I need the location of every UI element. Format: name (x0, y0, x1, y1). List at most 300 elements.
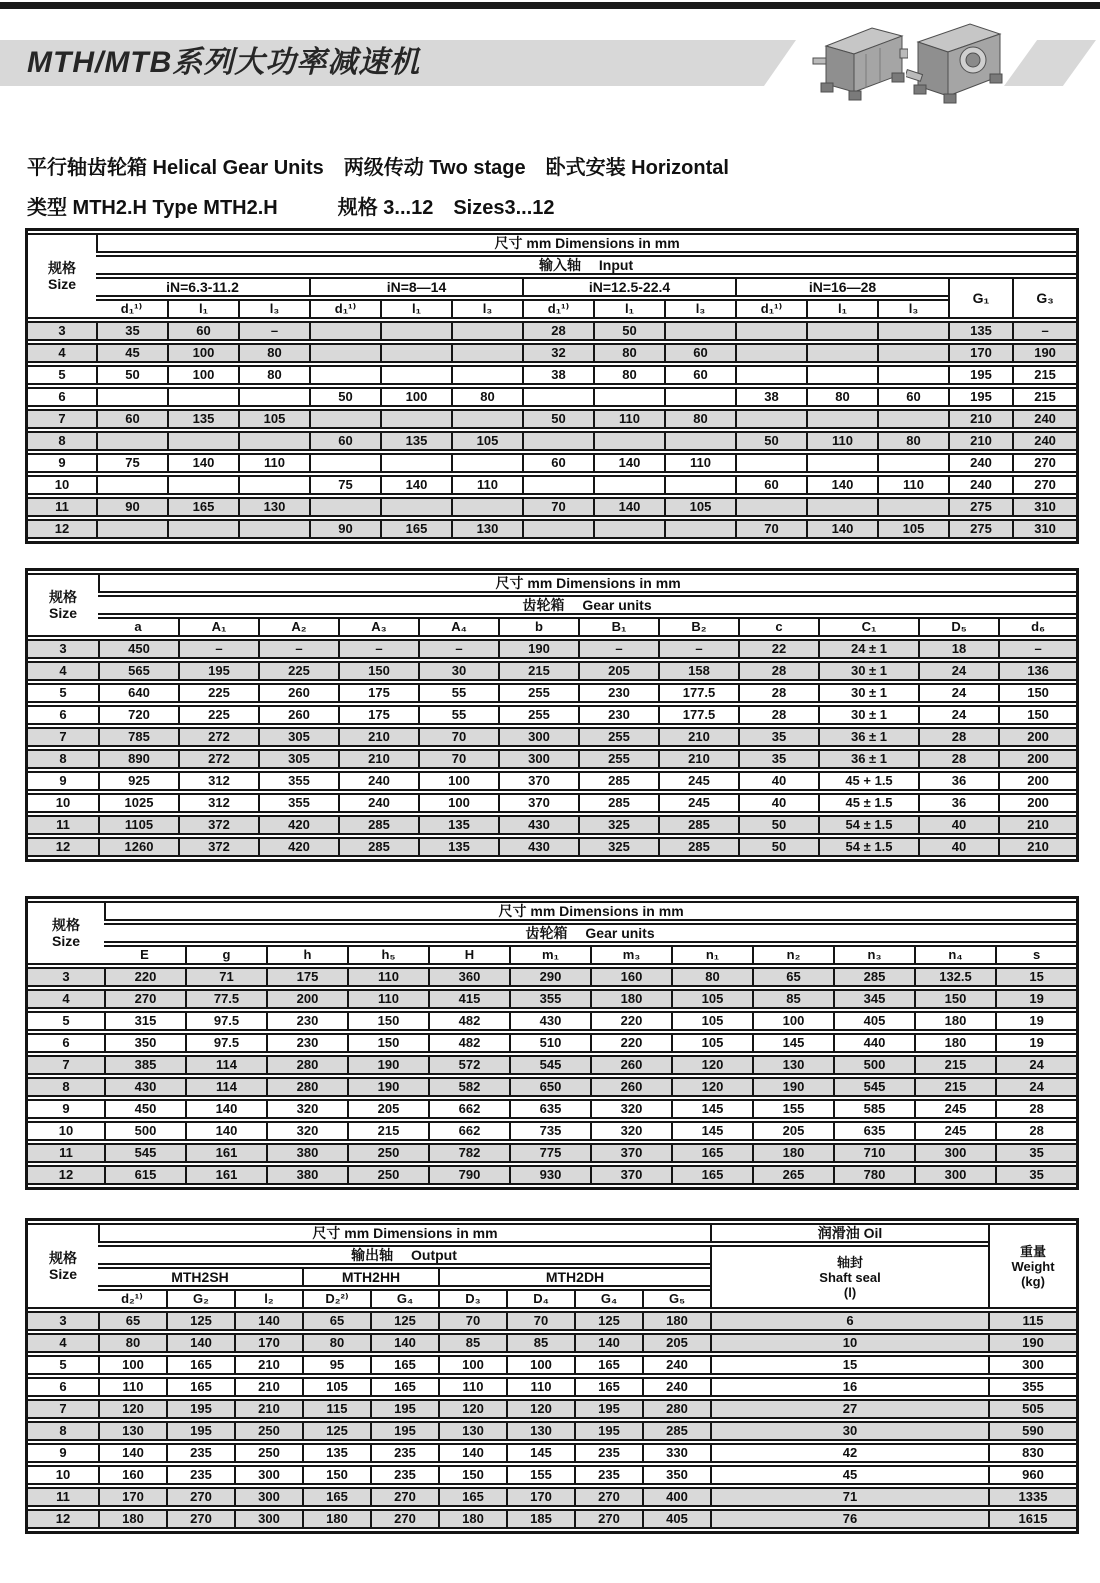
value-cell: 36 (918, 771, 998, 791)
value-cell: 80 (671, 967, 752, 987)
value-cell: 100 (418, 793, 498, 813)
value-cell: 85 (752, 989, 833, 1009)
value-cell: 370 (498, 771, 578, 791)
column-header: h₅ (347, 945, 428, 965)
value-cell: 205 (642, 1333, 710, 1353)
value-cell: 200 (998, 771, 1076, 791)
table-row (28, 1399, 1076, 1419)
output-section-header: 输出轴 Output (98, 1245, 710, 1265)
value-cell: 40 (918, 815, 998, 835)
table-row (28, 1165, 1076, 1185)
value-cell: 215 (914, 1077, 995, 1097)
value-cell: 125 (302, 1421, 370, 1441)
value-cell: 125 (574, 1311, 642, 1331)
column-header: d₁¹⁾ (309, 299, 380, 319)
value-cell: 80 (98, 1333, 166, 1353)
value-cell: 80 (238, 343, 309, 363)
value-cell (735, 365, 806, 385)
column-header: d₁¹⁾ (522, 299, 593, 319)
value-cell: 785 (98, 727, 178, 747)
value-cell (96, 519, 167, 539)
value-cell: 28 (995, 1099, 1076, 1119)
value-cell: 190 (1012, 343, 1076, 363)
value-cell: 180 (98, 1509, 166, 1529)
size-cell: 12 (28, 1509, 98, 1529)
value-cell: 130 (438, 1421, 506, 1441)
top-rule-bar (0, 2, 1100, 9)
value-cell (167, 519, 238, 539)
gear-units-section-header: 齿轮箱 Gear units (98, 595, 1076, 615)
value-cell: 210 (948, 431, 1012, 451)
size-cell: 10 (28, 793, 98, 813)
ratio-group-header: iN=12.5-22.4 (522, 277, 735, 297)
value-cell: 24 (995, 1077, 1076, 1097)
value-cell: 60 (664, 343, 735, 363)
size-cell: 5 (28, 365, 96, 385)
value-cell: 215 (347, 1121, 428, 1141)
value-cell: 240 (1012, 431, 1076, 451)
value-cell: 230 (266, 1033, 347, 1053)
table-row (28, 639, 1076, 659)
value-cell: 135 (418, 815, 498, 835)
value-cell: 240 (948, 453, 1012, 473)
value-cell: 19 (995, 989, 1076, 1009)
value-cell: 380 (266, 1143, 347, 1163)
value-cell (167, 387, 238, 407)
ratio-group-header: iN=8—14 (309, 277, 522, 297)
value-cell: 65 (98, 1311, 166, 1331)
value-cell: 75 (96, 453, 167, 473)
value-cell: 97.5 (185, 1011, 266, 1031)
table-row (28, 1143, 1076, 1163)
value-cell: 210 (338, 727, 418, 747)
value-cell (451, 453, 522, 473)
value-cell (238, 387, 309, 407)
value-cell: 210 (658, 727, 738, 747)
value-cell: 320 (590, 1121, 671, 1141)
value-cell: 582 (428, 1077, 509, 1097)
value-cell (593, 431, 664, 451)
value-cell (96, 387, 167, 407)
value-cell: 55 (418, 683, 498, 703)
value-cell (96, 431, 167, 451)
value-cell: 240 (642, 1377, 710, 1397)
value-cell: 140 (438, 1443, 506, 1463)
value-cell: 140 (98, 1443, 166, 1463)
size-cell: 8 (28, 749, 98, 769)
table-row (28, 409, 1076, 429)
size-cell: 12 (28, 837, 98, 857)
column-header: G₂ (166, 1289, 234, 1309)
value-cell: 195 (178, 661, 258, 681)
value-cell: 170 (98, 1487, 166, 1507)
value-cell (238, 431, 309, 451)
column-header: B₂ (658, 617, 738, 637)
value-cell (522, 431, 593, 451)
oil-header: 润滑油 Oil (710, 1223, 988, 1243)
value-cell (593, 519, 664, 539)
value-cell: 140 (166, 1333, 234, 1353)
table-row (28, 321, 1076, 341)
value-cell: 38 (735, 387, 806, 407)
value-cell: 24 (918, 661, 998, 681)
value-cell: 54 ± 1.5 (818, 815, 918, 835)
value-cell: 270 (104, 989, 185, 1009)
table-row (28, 1311, 1076, 1331)
value-cell: 220 (590, 1011, 671, 1031)
value-cell: 215 (1012, 387, 1076, 407)
g1-column-header: G₁ (948, 277, 1012, 319)
size-cell: 6 (28, 1033, 104, 1053)
value-cell: 210 (234, 1377, 302, 1397)
value-cell: 220 (590, 1033, 671, 1053)
value-cell (877, 409, 948, 429)
value-cell: 300 (234, 1509, 302, 1529)
value-cell: 140 (185, 1121, 266, 1141)
table-row (28, 1465, 1076, 1485)
value-cell: 161 (185, 1165, 266, 1185)
column-header: g (185, 945, 266, 965)
value-cell (96, 475, 167, 495)
value-cell: 45 (96, 343, 167, 363)
value-cell: 272 (178, 749, 258, 769)
value-cell (735, 409, 806, 429)
value-cell: 500 (833, 1055, 914, 1075)
table-row (28, 1011, 1076, 1031)
value-cell: 38 (522, 365, 593, 385)
value-cell: 355 (258, 771, 338, 791)
value-cell: 45 (710, 1465, 988, 1485)
value-cell: 24 (918, 683, 998, 703)
column-header: n₄ (914, 945, 995, 965)
value-cell: 195 (166, 1399, 234, 1419)
value-cell: 235 (370, 1443, 438, 1463)
value-cell: 150 (914, 989, 995, 1009)
value-cell: 190 (498, 639, 578, 659)
column-header: m₁ (509, 945, 590, 965)
value-cell: 572 (428, 1055, 509, 1075)
value-cell: 285 (578, 793, 658, 813)
value-cell (806, 321, 877, 341)
value-cell: 370 (498, 793, 578, 813)
value-cell: 110 (664, 453, 735, 473)
value-cell: 24 (995, 1055, 1076, 1075)
weight-column-header: 重量 Weight (kg) (988, 1223, 1076, 1309)
value-cell: 165 (166, 1355, 234, 1375)
value-cell: 36 ± 1 (818, 749, 918, 769)
value-cell (309, 409, 380, 429)
value-cell: 662 (428, 1099, 509, 1119)
dimensions-header: 尺寸 mm Dimensions in mm (104, 901, 1076, 921)
value-cell: 28 (738, 683, 818, 703)
value-cell: 830 (988, 1443, 1076, 1463)
value-cell (593, 387, 664, 407)
value-cell: 165 (671, 1143, 752, 1163)
value-cell: 260 (258, 705, 338, 725)
value-cell: 235 (166, 1443, 234, 1463)
value-cell: 210 (948, 409, 1012, 429)
value-cell: 60 (167, 321, 238, 341)
value-cell: 260 (590, 1055, 671, 1075)
value-cell: 385 (104, 1055, 185, 1075)
value-cell: 76 (710, 1509, 988, 1529)
value-cell: 100 (438, 1355, 506, 1375)
table-row (28, 1099, 1076, 1119)
value-cell: 450 (104, 1099, 185, 1119)
value-cell: 140 (806, 519, 877, 539)
model-group-header: MTH2DH (438, 1267, 710, 1287)
value-cell: 245 (914, 1099, 995, 1119)
value-cell: 170 (948, 343, 1012, 363)
value-cell: 170 (506, 1487, 574, 1507)
value-cell: 36 (918, 793, 998, 813)
subtitle-line-2: 类型 MTH2.H Type MTH2.H 规格 3...12 Sizes3...12 (27, 197, 555, 219)
value-cell (451, 409, 522, 429)
value-cell: 105 (671, 1033, 752, 1053)
value-cell: 60 (735, 475, 806, 495)
value-cell: 110 (347, 989, 428, 1009)
value-cell: 270 (370, 1487, 438, 1507)
value-cell: 90 (96, 497, 167, 517)
value-cell: 430 (509, 1011, 590, 1031)
value-cell: 132.5 (914, 967, 995, 987)
column-header: G₅ (642, 1289, 710, 1309)
value-cell: 130 (752, 1055, 833, 1075)
value-cell (735, 321, 806, 341)
value-cell: 180 (914, 1011, 995, 1031)
value-cell: 285 (833, 967, 914, 987)
table-row (28, 343, 1076, 363)
value-cell: 210 (338, 749, 418, 769)
value-cell: – (258, 639, 338, 659)
value-cell: 615 (104, 1165, 185, 1185)
value-cell: 160 (590, 967, 671, 987)
value-cell: 260 (258, 683, 338, 703)
value-cell: 482 (428, 1033, 509, 1053)
value-cell: 300 (914, 1143, 995, 1163)
value-cell (451, 365, 522, 385)
value-cell: 290 (509, 967, 590, 987)
value-cell: 255 (498, 705, 578, 725)
gear-unit-dimensions-table-1 (25, 568, 1079, 862)
value-cell: 200 (998, 749, 1076, 769)
value-cell: 240 (948, 475, 1012, 495)
value-cell: 440 (833, 1033, 914, 1053)
value-cell: 275 (948, 497, 1012, 517)
value-cell (380, 365, 451, 385)
size-cell: 7 (28, 1399, 98, 1419)
size-cell: 10 (28, 1121, 104, 1141)
value-cell: 355 (509, 989, 590, 1009)
value-cell: 372 (178, 837, 258, 857)
value-cell: 65 (302, 1311, 370, 1331)
value-cell: 230 (266, 1011, 347, 1031)
value-cell: 310 (1012, 519, 1076, 539)
value-cell: 270 (166, 1487, 234, 1507)
value-cell: 80 (877, 431, 948, 451)
value-cell: 50 (309, 387, 380, 407)
value-cell: 245 (658, 793, 738, 813)
value-cell: 180 (752, 1143, 833, 1163)
value-cell: 110 (593, 409, 664, 429)
value-cell: 165 (380, 519, 451, 539)
value-cell: 80 (593, 365, 664, 385)
shaft-seal-column-header: 轴封 Shaft seal (l) (710, 1245, 988, 1309)
value-cell: 97.5 (185, 1033, 266, 1053)
value-cell: 372 (178, 815, 258, 835)
value-cell: 565 (98, 661, 178, 681)
input-shaft-dimensions-table (25, 228, 1079, 544)
value-cell: 590 (988, 1421, 1076, 1441)
value-cell: 70 (735, 519, 806, 539)
value-cell: 960 (988, 1465, 1076, 1485)
value-cell: 415 (428, 989, 509, 1009)
dimensions-header: 尺寸 mm Dimensions in mm (98, 573, 1076, 593)
column-header: D₄ (506, 1289, 574, 1309)
size-cell: 3 (28, 639, 98, 659)
value-cell: 28 (918, 749, 998, 769)
value-cell: 145 (506, 1443, 574, 1463)
column-header: n₃ (833, 945, 914, 965)
table-row (28, 749, 1076, 769)
table-row (28, 1377, 1076, 1397)
value-cell: 100 (506, 1355, 574, 1375)
value-cell: 150 (998, 705, 1076, 725)
value-cell: 285 (578, 771, 658, 791)
value-cell: 120 (506, 1399, 574, 1419)
size-cell: 11 (28, 497, 96, 517)
value-cell: 145 (752, 1033, 833, 1053)
value-cell: 285 (658, 837, 738, 857)
value-cell: – (338, 639, 418, 659)
value-cell: 130 (238, 497, 309, 517)
value-cell: 28 (738, 705, 818, 725)
value-cell: 505 (988, 1399, 1076, 1419)
size-cell: 10 (28, 1465, 98, 1485)
value-cell: 150 (347, 1033, 428, 1053)
value-cell: 780 (833, 1165, 914, 1185)
value-cell: 50 (738, 837, 818, 857)
value-cell: 80 (302, 1333, 370, 1353)
value-cell: 125 (370, 1311, 438, 1331)
value-cell: 370 (590, 1143, 671, 1163)
value-cell: – (178, 639, 258, 659)
value-cell: 100 (167, 365, 238, 385)
value-cell (806, 497, 877, 517)
value-cell: – (1012, 321, 1076, 341)
column-header: D₃ (438, 1289, 506, 1309)
value-cell: 110 (806, 431, 877, 451)
size-cell: 7 (28, 1055, 104, 1075)
size-cell: 5 (28, 1011, 104, 1031)
value-cell: 115 (302, 1399, 370, 1419)
value-cell: 60 (96, 409, 167, 429)
page-title: MTH/MTB系列大功率减速机 (27, 46, 421, 79)
value-cell: 250 (234, 1443, 302, 1463)
table-row (28, 1077, 1076, 1097)
column-header: c (738, 617, 818, 637)
value-cell: 200 (998, 793, 1076, 813)
value-cell (664, 431, 735, 451)
value-cell: 150 (302, 1465, 370, 1485)
value-cell: 195 (166, 1421, 234, 1441)
value-cell: 130 (98, 1421, 166, 1441)
value-cell: 250 (347, 1165, 428, 1185)
value-cell: 195 (574, 1421, 642, 1441)
value-cell: 270 (574, 1509, 642, 1529)
value-cell: 405 (833, 1011, 914, 1031)
value-cell: 65 (752, 967, 833, 987)
value-cell: 320 (266, 1121, 347, 1141)
value-cell: 210 (234, 1355, 302, 1375)
size-cell: 6 (28, 705, 98, 725)
column-header: s (995, 945, 1076, 965)
table-row (28, 1333, 1076, 1353)
gearbox-photo-left (812, 20, 908, 108)
value-cell: 250 (234, 1421, 302, 1441)
value-cell: 175 (338, 683, 418, 703)
value-cell: 135 (167, 409, 238, 429)
value-cell: 130 (506, 1421, 574, 1441)
column-header: G₄ (574, 1289, 642, 1309)
value-cell: 165 (370, 1355, 438, 1375)
value-cell: 175 (338, 705, 418, 725)
value-cell: 240 (642, 1355, 710, 1375)
value-cell: 30 (418, 661, 498, 681)
value-cell: 35 (995, 1165, 1076, 1185)
table-row (28, 453, 1076, 473)
value-cell: 130 (451, 519, 522, 539)
value-cell: 105 (671, 989, 752, 1009)
value-cell: 430 (104, 1077, 185, 1097)
value-cell: 215 (914, 1055, 995, 1075)
value-cell: 430 (498, 815, 578, 835)
size-cell: 4 (28, 343, 96, 363)
column-header: A₁ (178, 617, 258, 637)
value-cell: 15 (995, 967, 1076, 987)
value-cell: 300 (234, 1487, 302, 1507)
value-cell: 95 (302, 1355, 370, 1375)
value-cell (522, 519, 593, 539)
value-cell: 85 (438, 1333, 506, 1353)
value-cell: 155 (752, 1099, 833, 1119)
value-cell: 140 (593, 453, 664, 473)
value-cell: 285 (338, 815, 418, 835)
size-cell: 7 (28, 727, 98, 747)
size-cell: 11 (28, 1143, 104, 1163)
model-group-header: MTH2HH (302, 1267, 438, 1287)
value-cell: 80 (806, 387, 877, 407)
value-cell: 482 (428, 1011, 509, 1031)
value-cell: 355 (988, 1377, 1076, 1397)
gearbox-photo-right (906, 14, 1008, 108)
value-cell: 55 (418, 705, 498, 725)
value-cell: 70 (418, 727, 498, 747)
value-cell: 140 (380, 475, 451, 495)
column-header: l₂ (234, 1289, 302, 1309)
dimensions-header: 尺寸 mm Dimensions in mm (98, 1223, 710, 1243)
value-cell: 110 (877, 475, 948, 495)
value-cell (806, 343, 877, 363)
value-cell: 170 (234, 1333, 302, 1353)
column-header: l₃ (664, 299, 735, 319)
value-cell: 35 (96, 321, 167, 341)
value-cell: 185 (506, 1509, 574, 1529)
value-cell: 158 (658, 661, 738, 681)
value-cell: 165 (438, 1487, 506, 1507)
value-cell (451, 497, 522, 517)
column-header: A₄ (418, 617, 498, 637)
